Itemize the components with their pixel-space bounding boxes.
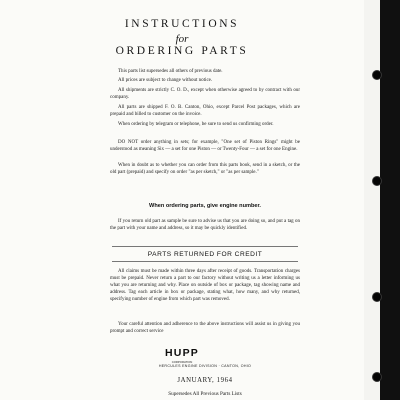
paragraph-claims: All claims must be made within three days after receipt of goods. Transportation charges must be prepaid. Never return a part to our factory without writing us a letter informing us what you are returning and why. Place on outside of box or package, tag showing name and address. Tag each article in box or package, stating what, how many, and why returned, specifying number of engine from which part was removed. [110, 269, 300, 302]
paragraph-sets: DO NOT order anything in sets; for example, "One set of Piston Rings" might be understood as meaning Six — a set for one Piston — or Twenty-Four — a set for one Engine. [110, 140, 300, 152]
paragraph-supersedes: This parts list supersedes all others of previous date. [118, 69, 223, 74]
paragraph-attention: Your careful attention and adherence to the above instructions will assist us in giving you prompt and correct service [110, 322, 300, 334]
publication-date: JANUARY, 1964 [177, 377, 233, 384]
title-line-for: for [175, 33, 189, 45]
engine-number-note: When ordering parts, give engine number. [149, 203, 261, 209]
supersedes-note: Supersedes All Previous Parts Lists [168, 391, 242, 397]
paragraph-doubt: When in doubt as to whether you can order from this parts book, send in a sketch, or the old part (prepaid) and specify on order "as per sketch," or "as per sample." [110, 163, 300, 175]
binder-hole-icon [372, 292, 382, 302]
binder-hole-icon [372, 176, 382, 186]
title-line-ordering-parts: ORDERING PARTS [115, 45, 249, 57]
divider-bottom [112, 261, 298, 262]
paragraph-telegram: When ordering by telegram or telephone, be sure to send us confirming order. [118, 122, 274, 127]
paragraph-fob: All parts are shipped F. O. B. Canton, Ohio, except Parcel Post packages, which are prepaid and billed to customer on the invoice. [110, 105, 300, 117]
binder-hole-icon [372, 70, 382, 80]
divider-top [112, 246, 298, 247]
division-address: HERCULES ENGINE DIVISION · CANTON, OHIO [158, 364, 252, 368]
paragraph-prices: All prices are subject to change without notice. [118, 78, 213, 83]
paragraph-cod: All shipments are strictly C. O. D., except when otherwise agreed to by contract with our company. [110, 88, 300, 100]
hupp-corporation-text: CORPORATION [171, 360, 193, 364]
hupp-logo: HUPP [165, 347, 199, 359]
binder-hole-icon [372, 372, 382, 382]
title-line-instructions: INSTRUCTIONS [124, 18, 240, 30]
parts-returned-heading: PARTS RETURNED FOR CREDIT [147, 251, 263, 258]
paragraph-return-sample: If you return old part as sample be sure to advise us that you are doing so, and put a tag on the part with your name and address, so it may be quickly identified. [110, 219, 300, 231]
binder-edge [364, 0, 400, 400]
